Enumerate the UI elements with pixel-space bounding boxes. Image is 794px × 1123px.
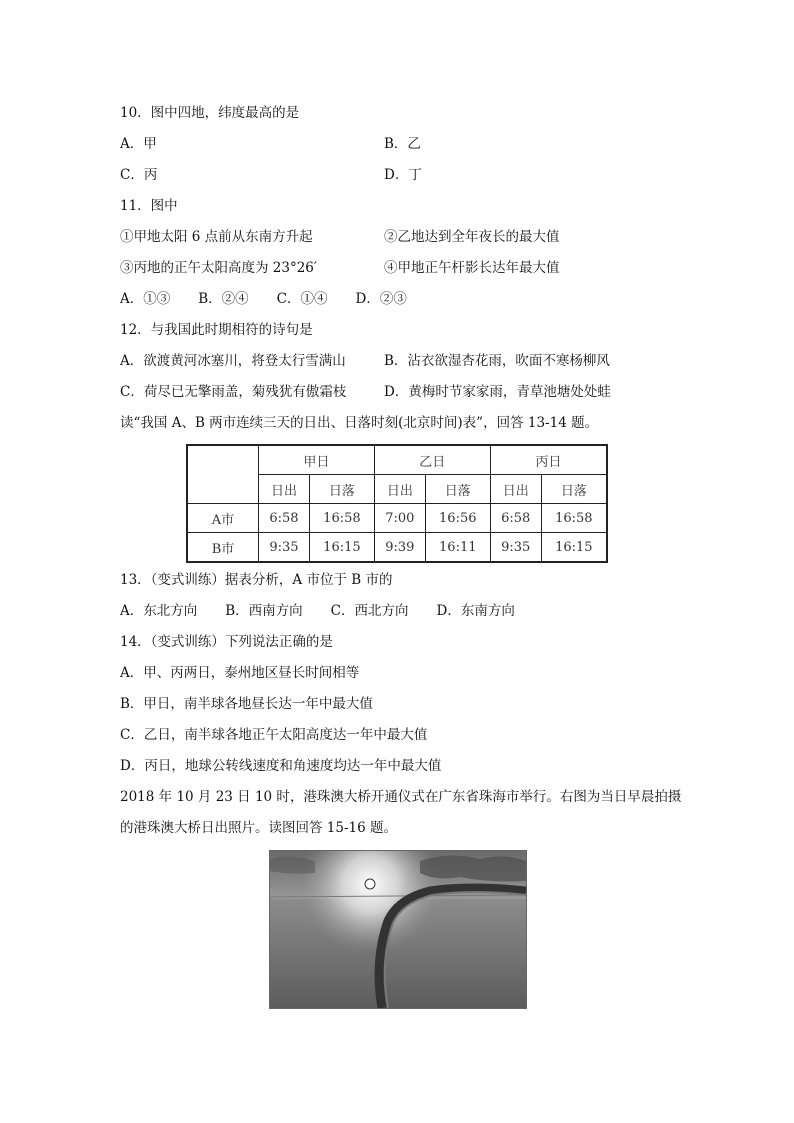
q13-option-b: B．西南方向: [225, 603, 303, 619]
table-cell: 16:56: [425, 504, 490, 533]
q12-option-d: D．黄梅时节家家雨，青草池塘处处蛙: [384, 384, 611, 400]
q10-option-a: A．甲: [120, 136, 157, 152]
table-cell: 16:15: [309, 533, 374, 563]
q13-options: [120, 601, 515, 621]
q14-option-d: D．丙日，地球公转线速度和角速度均达一年中最大值: [120, 758, 442, 774]
q12-stem: 12．与我国此时期相符的诗句是: [120, 322, 313, 338]
q11-statement-2: ②乙地达到全年夜长的最大值: [384, 229, 560, 245]
table-row: [187, 533, 607, 563]
q13-option-c: C．西北方向: [330, 603, 409, 619]
q13-option-a: A．东北方向: [120, 603, 198, 619]
intro-15-16-line2: 的港珠澳大桥日出照片。读图回答 15-16 题。: [120, 820, 397, 836]
q11-option-d: D．②③: [355, 291, 407, 307]
q12-option-b: B．沾衣欲湿杏花雨，吹面不寒杨柳风: [384, 353, 610, 369]
sub-header: 日落: [541, 475, 607, 504]
table-cell: 6:58: [259, 504, 310, 533]
q10-stem: 10．图中四地，纬度最高的是: [120, 105, 300, 121]
header-day-2: 乙日: [374, 445, 490, 475]
table-cell: 16:58: [541, 504, 607, 533]
sub-header: 日落: [309, 475, 374, 504]
table-corner-cell: [187, 445, 259, 504]
q14-option-c: C．乙日，南半球各地正午太阳高度达一年中最大值: [120, 727, 428, 743]
table-row: [187, 504, 607, 533]
header-day-1: 甲日: [259, 445, 375, 475]
intro-15-16-line1: 2018 年 10 月 23 日 10 时，港珠澳大桥开通仪式在广东省珠海市举行。右图为当日早晨拍摄: [120, 789, 682, 805]
q11-statement-4: ④甲地正午杆影长达年最大值: [384, 260, 560, 276]
q11-statement-3: ③丙地的正午太阳高度为 23°26′: [120, 260, 317, 276]
q10-option-c: C．丙: [120, 167, 158, 183]
sub-header: 日出: [490, 475, 541, 504]
q11-options: [120, 289, 407, 309]
table-header-days: [187, 445, 607, 475]
header-day-3: 丙日: [490, 445, 607, 475]
q11-option-a: A．①③: [120, 291, 171, 307]
sub-header: 日出: [259, 475, 310, 504]
q13-stem: 13．（变式训练）据表分析，A 市位于 B 市的: [120, 572, 393, 588]
table-cell: 6:58: [490, 504, 541, 533]
q14-option-a: A．甲、丙两日，泰州地区昼长时间相等: [120, 665, 360, 681]
row-city: A市: [187, 504, 259, 533]
q10-option-d: D．丁: [384, 167, 422, 183]
sub-header: 日出: [374, 475, 425, 504]
q12-option-c: C．荷尽已无擎雨盖，菊残犹有傲霜枝: [120, 384, 347, 400]
q11-statement-1: ①甲地太阳 6 点前从东南方升起: [120, 229, 313, 245]
sub-header: 日落: [425, 475, 490, 504]
table-cell: 9:39: [374, 533, 425, 563]
q14-option-b: B．甲日，南半球各地昼长达一年中最大值: [120, 696, 373, 712]
q11-option-b: B．②④: [198, 291, 249, 307]
table-cell: 16:58: [309, 504, 374, 533]
intro-13-14: 读“我国 A、B 两市连续三天的日出、日落时刻(北京时间)表”，回答 13-14 题。: [120, 415, 599, 431]
q10-option-b: B．乙: [384, 136, 421, 152]
q11-option-c: C．①④: [276, 291, 328, 307]
sunrise-sunset-table: [186, 444, 608, 563]
q12-option-a: A．欲渡黄河冰塞川，将登太行雪满山: [120, 353, 346, 369]
table-cell: 9:35: [490, 533, 541, 563]
q13-option-d: D．东南方向: [436, 603, 515, 619]
q14-stem: 14．（变式训练）下列说法正确的是: [120, 634, 333, 650]
table-cell: 16:15: [541, 533, 607, 563]
q11-stem: 11．图中: [120, 198, 178, 214]
bridge-sunrise-photo: [269, 850, 527, 1009]
table-cell: 9:35: [259, 533, 310, 563]
table-cell: 16:11: [425, 533, 490, 563]
table-cell: 7:00: [374, 504, 425, 533]
row-city: B市: [187, 533, 259, 563]
